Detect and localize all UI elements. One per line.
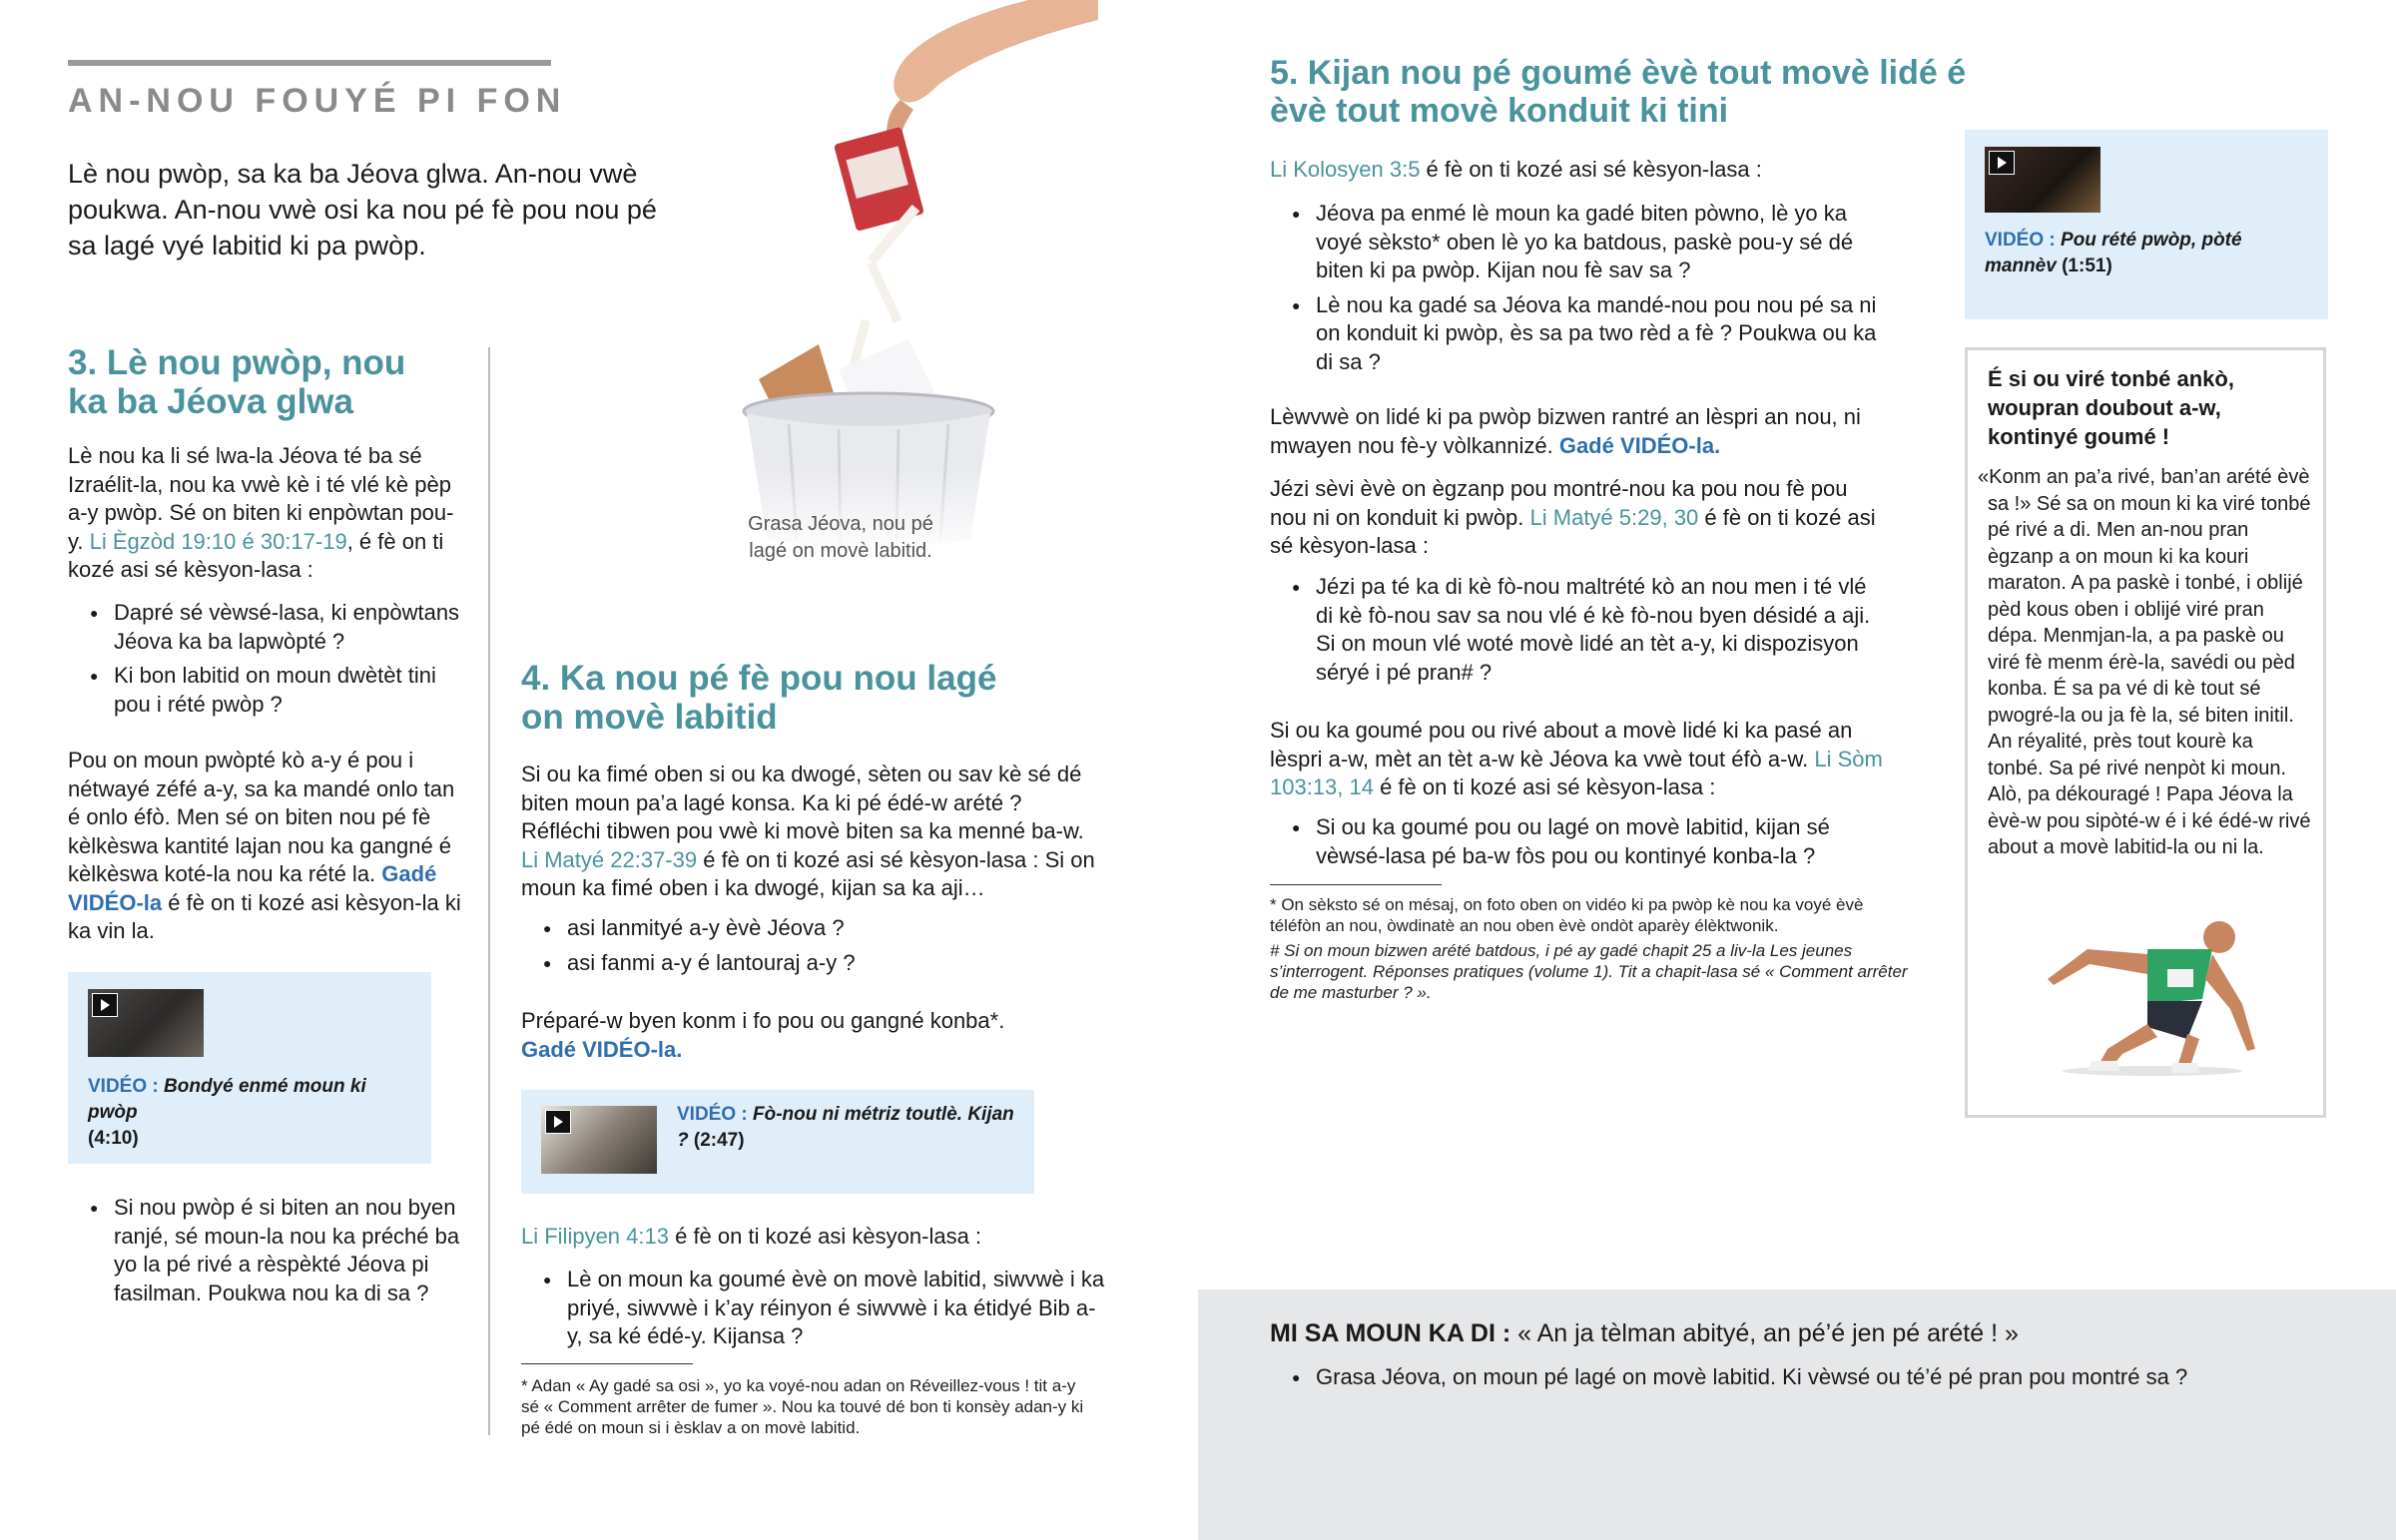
kicker-rule xyxy=(68,60,551,66)
video-thumbnail[interactable] xyxy=(1985,147,2100,213)
section-5-questions xyxy=(1270,200,1889,382)
section-5-questions-3 xyxy=(1270,813,1889,876)
section-5-title: 5. Kijan nou pé goumé èvè tout movè lidé é èvè tout movè konduit ki tini xyxy=(1270,54,1967,130)
footnote-rule xyxy=(521,1363,693,1364)
section-4-footnote: * Adan « Ay gadé sa osi », yo ka voyé-nou adan on Réveillez-vous ! tit a-y sé « Comment arrêter de fumer ». Nou ka touvé dé bon ti konsèy adan-y ki pé édé on moun si i èsklav a on movè labitid. xyxy=(521,1376,1084,1437)
footnote-rule xyxy=(1270,884,1442,885)
list-item: ● Ki bon labitid on moun dwètèt tini pou i rété pwòp ? xyxy=(68,662,467,719)
scripture-link[interactable]: Li Ègzòd 19:10 é 30:17-19 xyxy=(89,528,347,554)
video-link[interactable]: Gadé VIDÉO-la. xyxy=(1558,432,1721,458)
play-icon[interactable] xyxy=(545,1110,571,1134)
list-item: ● Jéova pa enmé lè moun ka gadé biten pòwno, lè yo ka voyé sèksto* oben lè yo ka batdous, paskè pou-y sé dé biten ki pa pwòp. Kijan nou fè sav sa ? xyxy=(1270,200,1889,285)
video-card[interactable] xyxy=(68,972,431,1164)
hand-trash-icon xyxy=(639,0,1098,559)
video-link[interactable]: Gadé VIDÉO-la xyxy=(68,861,437,915)
quote-label: MI SA MOUN KA DI : xyxy=(1270,1319,1511,1347)
section-5-footnote-2: # Si on moun bizwen arété batdous, i pé ay gadé chapit 25 a liv-la Les jeunes s’interrogent. Réponses pratiques (volume 1). Tit a chapit-lasa sé « Comment arrêter de me masturber ? ». xyxy=(1270,941,1908,1002)
section-5-paragraph-3: Jézi sèvi èvè on ègzanp pou montré-nou ka pou nou fè pou nou ni on konduit ki pwòp. Li Matyé 5:29, 30 é fè on ti kozé asi sé kèsyon-lasa : xyxy=(1270,476,1876,558)
section-3-title: 3. Lè nou pwòp, nou ka ba Jéova glwa xyxy=(68,343,406,421)
section-5-paragraph-1: Li Kolosyen 3:5 é fè on ti kozé asi sé kèsyon-lasa : xyxy=(1270,157,1762,182)
video-card[interactable] xyxy=(1965,130,2328,319)
encouragement-sidebar xyxy=(1965,347,2326,1118)
section-kicker: AN-NOU FOUYÉ PI FON xyxy=(68,82,567,120)
trash-illustration xyxy=(639,0,1098,559)
quote-questions xyxy=(1270,1363,2368,1398)
list-item: ● Jézi pa té ka di kè fò-nou maltrété kò an nou men i té vlé di kè fò-nou sav sa nou vlé é kè fò-nou byen désidé a aji. Si on moun vlé woté movè lidé an tèt a-y, ki dispozisyon séryé i pé pran# ? xyxy=(1270,573,1889,687)
image-caption: Grasa Jéova, nou pé lagé on movè labitid. xyxy=(748,513,933,562)
list-item: ● Lè on moun ka goumé èvè on movè labitid, siwvwè i ka priyé, siwvwè i k’ay réinyon é siwvwè i ka étidyé Bib a-y, sa ké édé-y. Kijansa ? xyxy=(521,1266,1106,1351)
video-link[interactable]: Gadé VIDÉO-la. xyxy=(521,1036,683,1062)
section-4-paragraph-1: Si ou ka fimé oben si ou ka dwogé, sèten ou sav kè sé dé biten moun pa’a lagé konsa. Ka ki pé édé-w arété ? Réfléchi tibwen pou vwè ki movè biten sa ka menné ba-w. Li Matyé 22:37-39 é fè on ti kozé asi sé kèsyon-lasa : Si on moun ka fimé oben i ka dwogé, kijan sa ka aji… xyxy=(521,762,1095,900)
section-3-paragraph-1: Lè nou ka li sé lwa-la Jéova té ba sé Izraélit-la, nou ka vwè kè i té vlé kè pèp a-y pwòp. Sé on biten ki enpòwtan pou-y. Li Ègzòd 19:10 é 30:17-19, é fè on ti kozé asi sé kèsyon-lasa : xyxy=(68,443,454,582)
runner-illustration-icon xyxy=(2028,909,2277,1079)
section-5-paragraph-2: Lèwvwè on lidé ki pa pwòp bizwen rantré an lèspri an nou, ni mwayen nou fè-y vòlkannizé. Gadé VIDÉO-la. xyxy=(1270,404,1861,458)
quote-line xyxy=(1270,1317,2368,1349)
video-caption: VIDÉO : Fò-nou ni métriz toutlè. Kijan ? (2:47) xyxy=(677,1104,1014,1151)
scripture-link[interactable]: Li Matyé 5:29, 30 xyxy=(1529,504,1699,530)
section-3-questions xyxy=(68,599,467,725)
section-4-paragraph-2: Préparé-w byen konm i fo pou ou gangné konba*. Gadé VIDÉO-la. xyxy=(521,1008,1005,1062)
video-thumbnail[interactable] xyxy=(88,989,204,1057)
play-icon[interactable] xyxy=(92,993,118,1017)
scripture-link[interactable]: Li Sòm 103:13, 14 xyxy=(1270,746,1883,799)
column-divider xyxy=(488,347,490,1435)
video-caption: VIDÉO : Bondyé enmé moun ki pwòp (4:10) xyxy=(88,1076,366,1149)
section-4-title: 4. Ka nou pé fè pou nou lagé on movè labitid xyxy=(521,659,997,737)
list-item: ● asi lanmityé a-y èvè Jéova ? xyxy=(521,914,1080,943)
quote-text: « An ja tèlman abityé, an pé’é jen pé arété ! » xyxy=(1510,1319,2019,1347)
section-3-paragraph-2: Pou on moun pwòpté kò a-y é pou i nétwayé zéfé a-y, sa ka mandé onlo tan é onlo éfò. Men sé on biten nou pé fè kèlkèswa kantité lajan nou ka gangné é kèlkèswa koté-la nou ka rété la. Gadé VIDÉO-la é fè on ti kozé asi kèsyon-la ki ka vin la. xyxy=(68,748,461,943)
scripture-link[interactable]: Li Matyé 22:37-39 xyxy=(521,846,698,872)
intro-paragraph: Lè nou pwòp, sa ka ba Jéova glwa. An-nou vwè poukwa. An-nou vwè osi ka nou pé fè pou nou pé sa lagé vyé labitid ki pa pwòp. xyxy=(68,159,657,260)
list-item: ● Dapré sé vèwsé-lasa, ki enpòwtans Jéova ka ba lapwòpté ? xyxy=(68,599,467,656)
sidebar-text: «Konm an pa’a rivé, ban’an arété èvè sa !» Sé sa on moun ki ka viré tonbé pé rivé a di. Men an-nou pran ègzanp a on moun ki ka kouri maraton. A pa paskè i tonbé, i oblijé pèd kous oben i oblijé viré pran dépa. Menmjan-la, a pa paskè ou viré fè menm érè-la, savédi ou pèd konba. É sa pa vé di kè tout sé pwogré-la ou ja fè la, sé biten initil. An réyalité, près tout kourè ka tonbé. Sa pé rivé nenpòt ki moun. Alò, pa dékouragé ! Papa Jéova la èvè-w pou sipòté-w é i ké édé-w rivé about a movè labitid-la ou ni la. xyxy=(1978,466,2311,858)
sidebar-title: É si ou viré tonbé ankò, woupran doubout a-w, kontinyé goumé ! xyxy=(1988,366,2234,449)
quote-box xyxy=(1198,1289,2396,1540)
video-card[interactable] xyxy=(521,1090,1034,1194)
list-item: ● asi fanmi a-y é lantouraj a-y ? xyxy=(521,949,1080,978)
video-thumbnail[interactable] xyxy=(541,1106,657,1174)
list-item: ● Grasa Jéova, on moun pé lagé on movè labitid. Ki vèwsé ou té’é pé pran pou montré sa ? xyxy=(1270,1363,2368,1392)
list-item: ● Si nou pwòp é si biten an nou byen ranjé, sé moun-la nou ka préché ba yo la pé rivé a rèspèkté Jéova pi fasilman. Poukwa nou ka di sa ? xyxy=(68,1194,467,1307)
scripture-link[interactable]: Li Filipyen 4:13 xyxy=(521,1224,669,1249)
video-caption: VIDÉO : Pou rété pwòp, pòté mannèv (1:51) xyxy=(1985,230,2242,276)
section-5-paragraph-4: Si ou ka goumé pou ou rivé about a movè lidé ki ka pasé an lèspri a-w, mèt an tèt a-w kè Jéova ka vwè tout éfò a-w. Li Sòm 103:13, 14 é fè on ti kozé asi sé kèsyon-lasa : xyxy=(1270,718,1883,799)
list-item: ● Si ou ka goumé pou ou lagé on movè labitid, kijan sé vèwsé-lasa pé ba-w fòs pou ou kontinyé konba-la ? xyxy=(1270,813,1889,870)
section-5-footnote-1: * On sèksto sé on mésaj, on foto oben on vidéo ki pa pwòp kè nou ka voyé èvè téléfòn an nou, òwdinatè an nou oben èvè ondòt aparèy élèktwonik. xyxy=(1270,895,1864,935)
scripture-link[interactable]: Li Kolosyen 3:5 xyxy=(1270,157,1421,182)
section-4-questions xyxy=(521,914,1080,983)
list-item: ● Lè nou ka gadé sa Jéova ka mandé-nou pou nou pé sa ni on konduit ki pwòp, ès sa pa two rèd a fè ? Poukwa ou ka di sa ? xyxy=(1270,291,1889,377)
section-5-questions-2 xyxy=(1270,573,1889,693)
section-4-paragraph-3: Li Filipyen 4:13 é fè on ti kozé asi kèsyon-lasa : xyxy=(521,1224,982,1249)
section-3-question-after xyxy=(68,1194,467,1313)
play-icon[interactable] xyxy=(1989,151,2015,175)
section-4-questions-2 xyxy=(521,1266,1106,1357)
